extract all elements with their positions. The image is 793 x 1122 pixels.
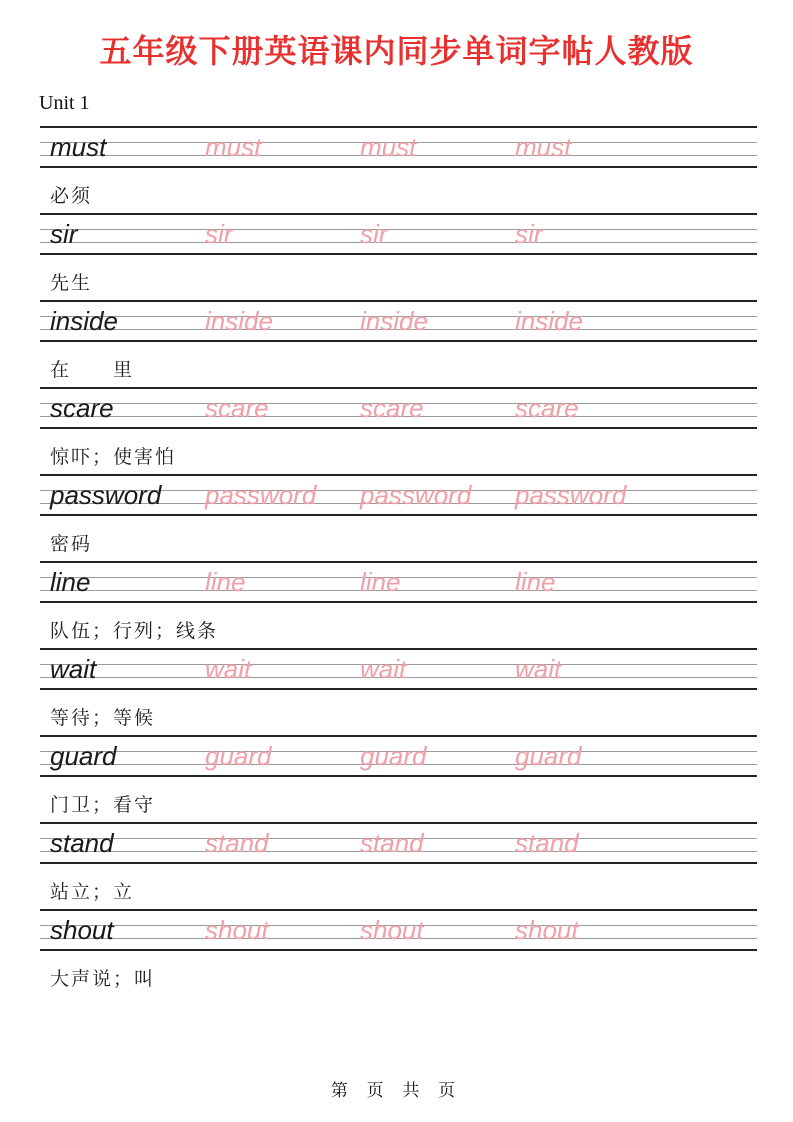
word-trace-2: stand bbox=[360, 828, 424, 858]
word-sample: guard bbox=[50, 741, 117, 771]
word-trace-1: inside bbox=[205, 306, 273, 336]
word-trace-3: shout bbox=[515, 915, 579, 945]
word-row bbox=[0, 822, 793, 909]
guide-line-top bbox=[40, 909, 757, 911]
guide-line-top bbox=[40, 213, 757, 215]
word-sample: line bbox=[50, 567, 91, 597]
word-trace-2: scare bbox=[360, 393, 424, 423]
word-trace-2: line bbox=[360, 567, 401, 597]
word-rows bbox=[0, 126, 793, 996]
word-trace-3: wait bbox=[515, 654, 562, 684]
word-sample: stand bbox=[50, 828, 114, 858]
word-meaning: 必须 bbox=[50, 186, 93, 207]
word-meaning: 大声说；叫 bbox=[50, 969, 156, 990]
word-meaning: 在 里 bbox=[50, 360, 135, 381]
word-trace-2: must bbox=[360, 132, 417, 162]
writing-guide bbox=[40, 822, 757, 864]
guide-line-top bbox=[40, 126, 757, 128]
word-row bbox=[0, 300, 793, 387]
word-meaning: 门卫；看守 bbox=[50, 795, 156, 816]
guide-line-top bbox=[40, 387, 757, 389]
word-sample: inside bbox=[50, 306, 118, 336]
word-row bbox=[0, 648, 793, 735]
writing-guide bbox=[40, 126, 757, 168]
word-trace-1: stand bbox=[205, 828, 269, 858]
guide-line-top bbox=[40, 648, 757, 650]
word-meaning: 等待；等候 bbox=[50, 708, 156, 729]
word-meaning: 站立；立 bbox=[50, 882, 135, 903]
guide-line-bottom bbox=[40, 166, 757, 168]
word-trace-3: line bbox=[515, 567, 556, 597]
guide-line-bottom bbox=[40, 340, 757, 342]
guide-line-top bbox=[40, 735, 757, 737]
word-trace-3: inside bbox=[515, 306, 583, 336]
word-trace-1: wait bbox=[205, 654, 252, 684]
word-sample: password bbox=[50, 480, 162, 510]
guide-line-top bbox=[40, 561, 757, 563]
writing-guide bbox=[40, 648, 757, 690]
word-meaning: 惊吓；使害怕 bbox=[50, 447, 177, 468]
writing-guide bbox=[40, 561, 757, 603]
writing-guide bbox=[40, 300, 757, 342]
word-sample: must bbox=[50, 132, 107, 162]
page-title: 五年级下册英语课内同步单词字帖人教版 bbox=[99, 33, 694, 69]
word-trace-2: sir bbox=[360, 219, 388, 249]
word-meaning: 队伍；行列；线条 bbox=[50, 621, 219, 642]
word-row bbox=[0, 213, 793, 300]
word-row bbox=[0, 561, 793, 648]
word-trace-2: inside bbox=[360, 306, 428, 336]
word-row bbox=[0, 735, 793, 822]
guide-line-upper-mid bbox=[40, 229, 757, 230]
unit-label: Unit 1 bbox=[39, 92, 90, 114]
word-sample: scare bbox=[50, 393, 114, 423]
word-row bbox=[0, 474, 793, 561]
guide-line-baseline bbox=[40, 242, 757, 243]
word-trace-1: must bbox=[205, 132, 262, 162]
guide-line-top bbox=[40, 474, 757, 476]
writing-guide bbox=[40, 213, 757, 255]
guide-line-bottom bbox=[40, 514, 757, 516]
word-trace-1: shout bbox=[205, 915, 269, 945]
guide-line-bottom bbox=[40, 949, 757, 951]
word-trace-1: password bbox=[205, 480, 317, 510]
guide-line-bottom bbox=[40, 688, 757, 690]
writing-guide bbox=[40, 909, 757, 951]
guide-line-bottom bbox=[40, 775, 757, 777]
guide-line-top bbox=[40, 300, 757, 302]
word-trace-2: password bbox=[360, 480, 472, 510]
word-trace-3: must bbox=[515, 132, 572, 162]
word-sample: shout bbox=[50, 915, 114, 945]
word-sample: wait bbox=[50, 654, 97, 684]
word-sample: sir bbox=[50, 219, 78, 249]
word-trace-1: sir bbox=[205, 219, 233, 249]
word-trace-2: shout bbox=[360, 915, 424, 945]
word-meaning: 密码 bbox=[50, 534, 93, 555]
word-trace-1: scare bbox=[205, 393, 269, 423]
page-footer: 第 页 共 页 bbox=[330, 1081, 463, 1100]
word-trace-2: wait bbox=[360, 654, 407, 684]
word-meaning: 先生 bbox=[50, 273, 93, 294]
word-row bbox=[0, 126, 793, 213]
word-trace-3: password bbox=[515, 480, 627, 510]
word-trace-1: guard bbox=[205, 741, 272, 771]
guide-line-bottom bbox=[40, 601, 757, 603]
guide-line-bottom bbox=[40, 253, 757, 255]
word-row bbox=[0, 387, 793, 474]
word-trace-3: sir bbox=[515, 219, 543, 249]
guide-line-bottom bbox=[40, 427, 757, 429]
guide-line-top bbox=[40, 822, 757, 824]
word-trace-2: guard bbox=[360, 741, 427, 771]
writing-guide bbox=[40, 735, 757, 777]
writing-guide bbox=[40, 387, 757, 429]
word-trace-3: stand bbox=[515, 828, 579, 858]
guide-line-bottom bbox=[40, 862, 757, 864]
word-trace-3: guard bbox=[515, 741, 582, 771]
word-row bbox=[0, 909, 793, 996]
word-trace-1: line bbox=[205, 567, 246, 597]
word-trace-3: scare bbox=[515, 393, 579, 423]
writing-guide bbox=[40, 474, 757, 516]
